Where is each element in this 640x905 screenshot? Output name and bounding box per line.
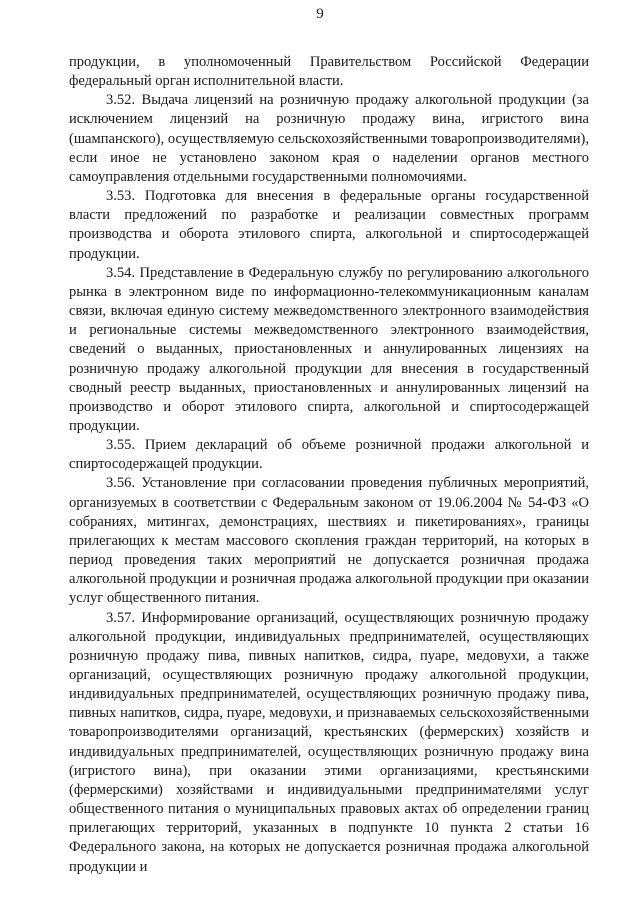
paragraph-3-52: 3.52. Выдача лицензий на розничную продажу алкогольной продукции (за исключением лицензий на розничную продажу вина, игристого вина (шампанского), осуществляемую сельскохозяйственными товаропроизводителями), если иное не установлено законом края о наделении органов местного самоуправления отдельными государственными полномочиями. [69,92,589,185]
paragraph-3-56: 3.56. Установление при согласовании проведения публичных мероприятий, организуемых в соответствии с Федеральным законом от 19.06.2004 № 54-ФЗ «О собраниях, митингах, демонстрациях, шествиях и пикетированиях», границы прилегающих к местам массового скопления граждан территорий, на которых в период проведения таких мероприятий не допускается розничная продажа алкогольной продукции и розничная продажа алкогольной продукции при оказании услуг общественного питания. [69,475,590,607]
paragraph-3-53: 3.53. Подготовка для внесения в федеральные органы государственной власти предложений по разработке и реализации совместных программ производства и оборота этилового спирта, алкогольной и спиртосодержащей продукции. [69,188,589,262]
page-number: 9 [316,6,324,22]
paragraph-continuation: продукции, в уполномоченный Правительством Российской Федерации федеральный орган исполнительной власти. [69,54,589,90]
paragraph-3-55: 3.55. Прием деклараций об объеме розничной продажи алкогольной и спиртосодержащей продукции. [69,437,589,473]
paragraph-3-57: 3.57. Информирование организаций, осуществляющих розничную продажу алкогольной продукции, индивидуальных предпринимателей, осуществляющих розничную продажу пива, пивных напитков, сидра, пуаре, медовухи, а также организаций, осуществляющих розничную продажу алкогольной продукции, индивидуальных предпринимателей, осуществляющих розничную продажу пива, пивных напитков, сидра, пуаре, медовухи, и признаваемых сельскохозяйственными товаропроизводителями организаций, крестьянских (фермерских) хозяйств и индивидуальных предпринимателей, осуществляющих розничную продажу вина (игристого вина), при оказании этими организациями, крестьянскими (фермерскими) хозяйствами и индивидуальными предпринимателями услуг общественного питания о муниципальных правовых актах об определении границ прилегающих территорий, указанных в подпункте 10 пункта 2 статьи 16 Федерального закона, на которых не допускается розничная продажа алкогольной продукции и [69,609,589,875]
paragraph-3-54: 3.54. Представление в Федеральную службу по регулированию алкогольного рынка в электронном виде по информационно-телекоммуникационным каналам связи, включая единую систему межведомственного электронного взаимодействия и региональные системы межведомственного электронного взаимодействия, сведений о выданных, приостановленных и аннулированных лицензиях на розничную продажу алкогольной продукции для внесения в государственный сводный реестр выданных, приостановленных и аннулированных лицензий на производство и оборот этилового спирта, алкогольной и спиртосодержащей продукции. [69,264,589,434]
document-body [69,53,589,877]
